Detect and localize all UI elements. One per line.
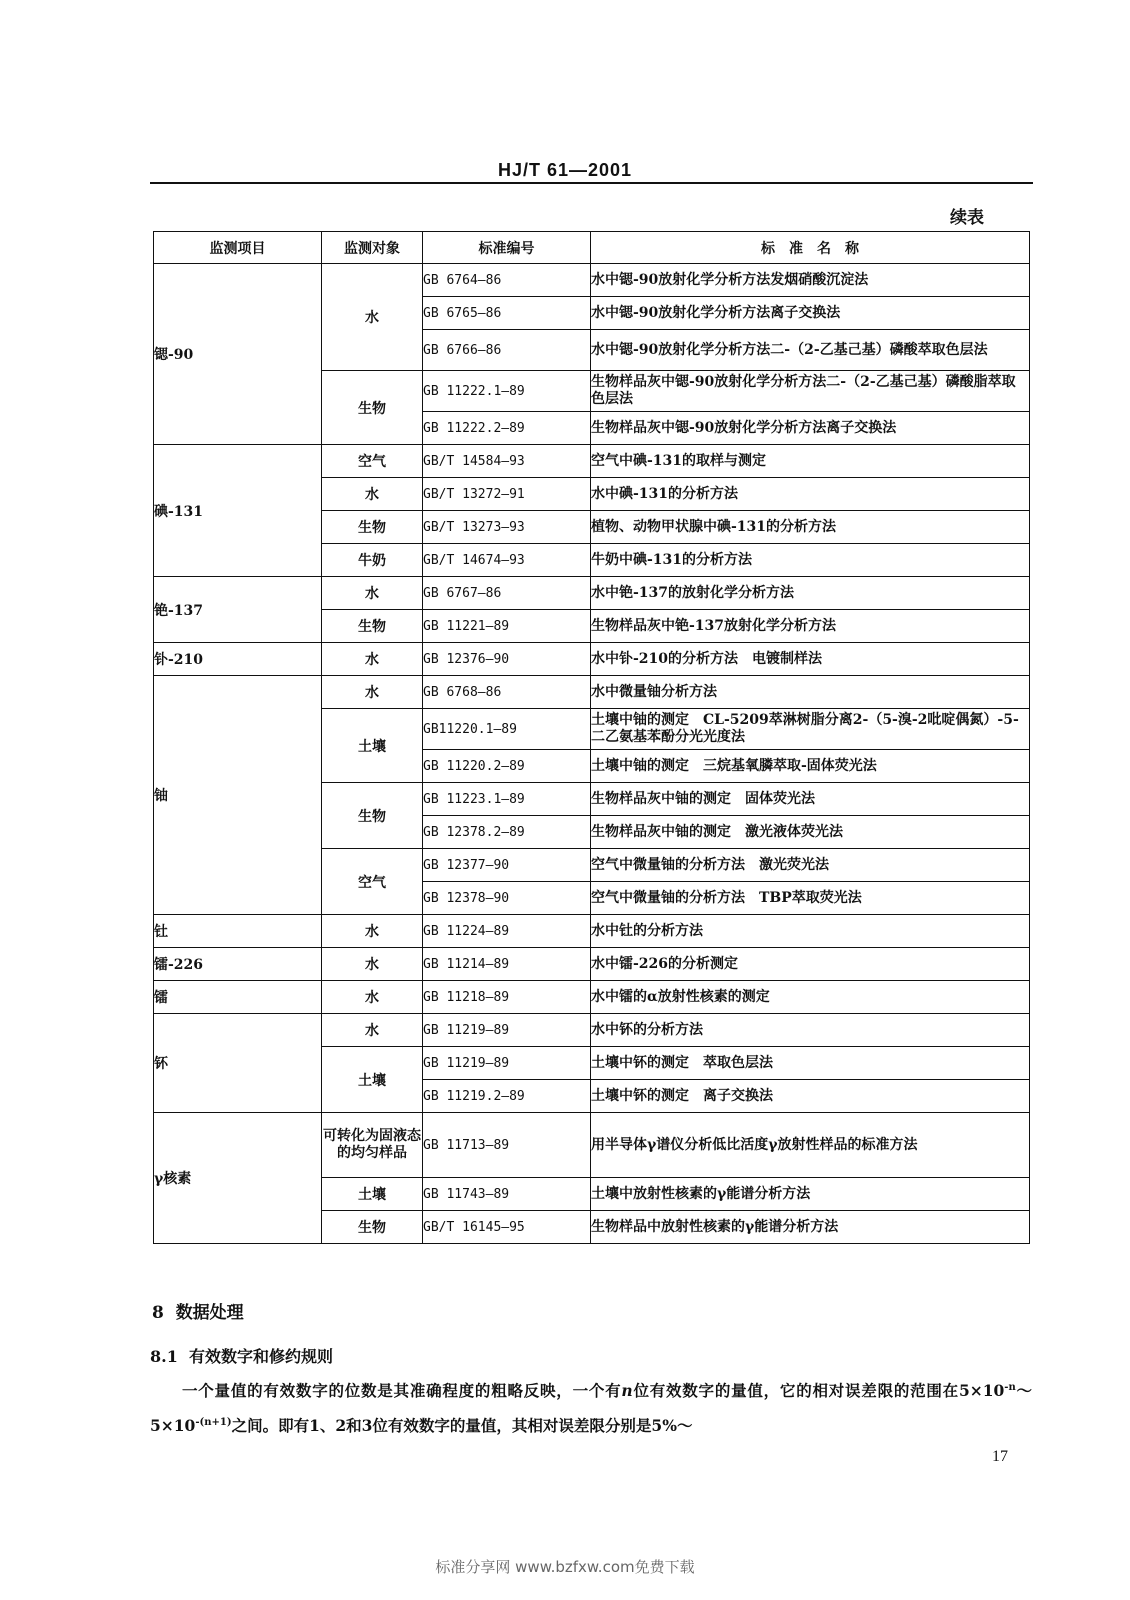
table-row — [154, 264, 1030, 297]
item-cell: 锶-90 — [154, 264, 322, 445]
header-rule — [150, 182, 1033, 184]
footer-watermark: 标准分享网 www.bzfxw.com免费下载 — [435, 1558, 695, 1576]
object-cell: 土壤 — [322, 1178, 423, 1211]
object-cell: 水 — [322, 948, 423, 981]
section-number: 8 — [152, 1303, 164, 1323]
name-cell: 土壤中放射性核素的γ能谱分析方法 — [591, 1178, 1030, 1211]
code-cell: GB/T 14674—93 — [423, 544, 591, 577]
code-cell: GB 6768—86 — [423, 676, 591, 709]
paragraph-variable: n — [621, 1381, 633, 1401]
code-cell: GB 6765—86 — [423, 297, 591, 330]
subsection-title: 有效数字和修约规则 — [188, 1347, 333, 1366]
column-header-name: 标 准 名 称 — [591, 232, 1030, 264]
code-cell: GB/T 13273—93 — [423, 511, 591, 544]
object-cell: 水 — [322, 478, 423, 511]
document-code: HJ/T 61—2001 — [497, 160, 633, 180]
object-cell: 生物 — [322, 371, 423, 445]
code-cell: GB 12378.2—89 — [423, 816, 591, 849]
name-cell: 生物样品灰中锶-90放射化学分析方法二-（2-乙基己基）磷酸脂萃取色层法 — [591, 371, 1030, 412]
exponent-2: -(n+1) — [195, 1417, 232, 1429]
code-cell: GB 11220.2—89 — [423, 750, 591, 783]
code-cell: GB 11222.2—89 — [423, 412, 591, 445]
table-row — [154, 981, 1030, 1014]
object-cell: 水 — [322, 1014, 423, 1047]
name-cell: 空气中碘-131的取样与测定 — [591, 445, 1030, 478]
object-cell: 水 — [322, 643, 423, 676]
item-cell: 钍 — [154, 915, 322, 948]
object-cell: 水 — [322, 676, 423, 709]
body-paragraph — [150, 1372, 1032, 1442]
paragraph-tail: 之间。即有1、2和3位有效数字的量值，其相对误差限分别是5%～ — [231, 1416, 693, 1436]
code-cell: GB/T 16145—95 — [423, 1211, 591, 1244]
item-cell: 铀 — [154, 676, 322, 915]
code-cell: GB 12376—90 — [423, 643, 591, 676]
page-number: 17 — [992, 1448, 1008, 1465]
item-cell: 钋-210 — [154, 643, 322, 676]
table-header-row — [154, 232, 1030, 264]
object-cell: 空气 — [322, 849, 423, 915]
object-cell: 土壤 — [322, 1047, 423, 1113]
code-cell: GB11220.1—89 — [423, 709, 591, 750]
item-cell: 碘-131 — [154, 445, 322, 577]
name-cell: 水中锶-90放射化学分析方法发烟硝酸沉淀法 — [591, 264, 1030, 297]
name-cell: 生物样品灰中锶-90放射化学分析方法离子交换法 — [591, 412, 1030, 445]
code-cell: GB 11223.1—89 — [423, 783, 591, 816]
code-cell: GB 6767—86 — [423, 577, 591, 610]
code-cell: GB 12378—90 — [423, 882, 591, 915]
paragraph-middle: 位有效数字的量值，它的相对误差限的范围在5×10 — [632, 1381, 1005, 1401]
column-header-code: 标准编号 — [423, 232, 591, 264]
code-cell: GB 11222.1—89 — [423, 371, 591, 412]
table-row — [154, 643, 1030, 676]
name-cell: 生物样品中放射性核素的γ能谱分析方法 — [591, 1211, 1030, 1244]
object-cell: 空气 — [322, 445, 423, 478]
code-cell: GB 12377—90 — [423, 849, 591, 882]
object-cell: 可转化为固液态的均匀样品 — [322, 1113, 423, 1178]
name-cell: 土壤中铀的测定 CL-5209萃淋树脂分离2-（5-溴-2吡啶偶氮）-5-二乙氨基苯酚分光光度法 — [591, 709, 1030, 750]
name-cell: 水中镭的α放射性核素的测定 — [591, 981, 1030, 1014]
code-cell: GB 11219—89 — [423, 1047, 591, 1080]
name-cell: 土壤中钚的测定 离子交换法 — [591, 1080, 1030, 1113]
code-cell: GB 11221—89 — [423, 610, 591, 643]
name-cell: 水中钍的分析方法 — [591, 915, 1030, 948]
name-cell: 水中钚的分析方法 — [591, 1014, 1030, 1047]
code-cell: GB 6764—86 — [423, 264, 591, 297]
name-cell: 水中锶-90放射化学分析方法二-（2-乙基己基）磷酸萃取色层法 — [591, 330, 1030, 371]
code-cell: GB 11743—89 — [423, 1178, 591, 1211]
subsection-heading — [150, 1344, 333, 1367]
object-cell: 牛奶 — [322, 544, 423, 577]
code-cell: GB 11713—89 — [423, 1113, 591, 1178]
object-cell: 水 — [322, 981, 423, 1014]
code-cell: GB 11219—89 — [423, 1014, 591, 1047]
table-row — [154, 577, 1030, 610]
item-cell: 镭-226 — [154, 948, 322, 981]
code-cell: GB 11224—89 — [423, 915, 591, 948]
object-cell: 土壤 — [322, 709, 423, 783]
table-row — [154, 445, 1030, 478]
table-row — [154, 948, 1030, 981]
object-cell: 水 — [322, 264, 423, 371]
name-cell: 水中微量铀分析方法 — [591, 676, 1030, 709]
subsection-number: 8.1 — [150, 1347, 178, 1366]
name-cell: 土壤中铀的测定 三烷基氧膦萃取-固体荧光法 — [591, 750, 1030, 783]
table-row — [154, 676, 1030, 709]
name-cell: 植物、动物甲状腺中碘-131的分析方法 — [591, 511, 1030, 544]
item-cell: 镭 — [154, 981, 322, 1014]
section-title: 数据处理 — [175, 1303, 244, 1323]
item-cell: γ核素 — [154, 1113, 322, 1244]
column-header-item: 监测项目 — [154, 232, 322, 264]
table-row — [154, 1113, 1030, 1178]
name-cell: 生物样品灰中铀的测定 激光液体荧光法 — [591, 816, 1030, 849]
name-cell: 水中碘-131的分析方法 — [591, 478, 1030, 511]
paragraph-tilde: ～5×10 — [150, 1381, 1032, 1436]
name-cell: 水中镭-226的分析测定 — [591, 948, 1030, 981]
exponent-1: -n — [1004, 1382, 1016, 1393]
section-heading — [152, 1298, 244, 1323]
object-cell: 生物 — [322, 511, 423, 544]
object-cell: 生物 — [322, 783, 423, 849]
object-cell: 生物 — [322, 1211, 423, 1244]
paragraph-lead: 一个量值的有效数字的位数是其准确程度的粗略反映，一个有 — [182, 1381, 622, 1401]
code-cell: GB/T 13272—91 — [423, 478, 591, 511]
name-cell: 生物样品灰中铀的测定 固体荧光法 — [591, 783, 1030, 816]
continued-label: 续表 — [950, 208, 984, 228]
code-cell: GB/T 14584—93 — [423, 445, 591, 478]
code-cell: GB 11214—89 — [423, 948, 591, 981]
code-cell: GB 11218—89 — [423, 981, 591, 1014]
name-cell: 水中锶-90放射化学分析方法离子交换法 — [591, 297, 1030, 330]
standards-table — [153, 231, 1030, 1244]
table-row — [154, 915, 1030, 948]
object-cell: 水 — [322, 915, 423, 948]
name-cell: 水中铯-137的放射化学分析方法 — [591, 577, 1030, 610]
name-cell: 生物样品灰中铯-137放射化学分析方法 — [591, 610, 1030, 643]
code-cell: GB 6766—86 — [423, 330, 591, 371]
name-cell: 水中钋-210的分析方法 电镀制样法 — [591, 643, 1030, 676]
name-cell: 牛奶中碘-131的分析方法 — [591, 544, 1030, 577]
name-cell: 空气中微量铀的分析方法 激光荧光法 — [591, 849, 1030, 882]
code-cell: GB 11219.2—89 — [423, 1080, 591, 1113]
table-row — [154, 1014, 1030, 1047]
name-cell: 用半导体γ谱仪分析低比活度γ放射性样品的标准方法 — [591, 1113, 1030, 1178]
object-cell: 生物 — [322, 610, 423, 643]
object-cell: 水 — [322, 577, 423, 610]
name-cell: 空气中微量铀的分析方法 TBP萃取荧光法 — [591, 882, 1030, 915]
item-cell: 铯-137 — [154, 577, 322, 643]
item-cell: 钚 — [154, 1014, 322, 1113]
name-cell: 土壤中钚的测定 萃取色层法 — [591, 1047, 1030, 1080]
column-header-object: 监测对象 — [322, 232, 423, 264]
